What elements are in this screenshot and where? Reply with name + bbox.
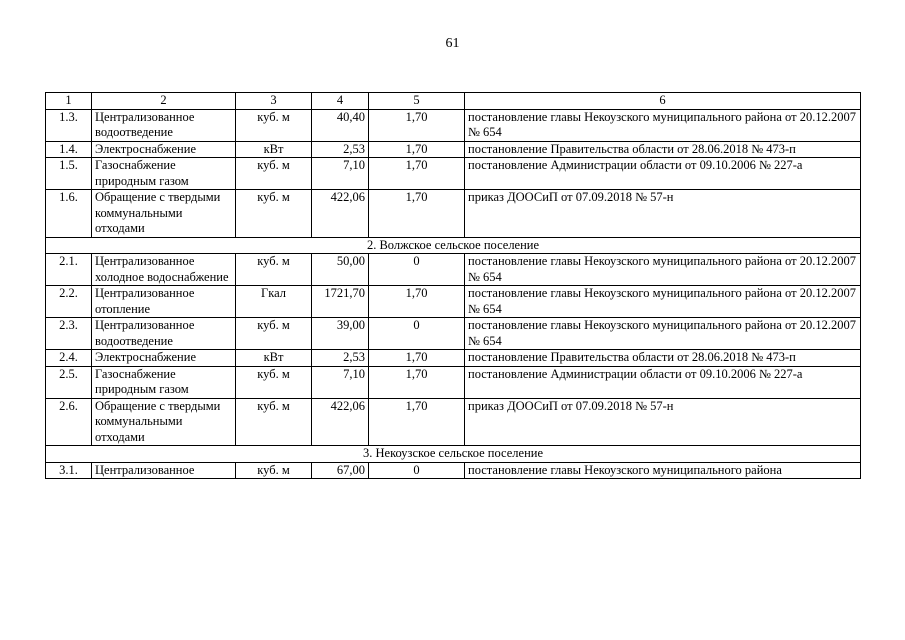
cell-unit: кВт bbox=[236, 141, 312, 158]
cell-service: Централизованное отопление bbox=[92, 286, 236, 318]
cell-value: 39,00 bbox=[312, 318, 369, 350]
cell-document: постановление главы Некоузского муниципального района от 20.12.2007 № 654 bbox=[465, 254, 861, 286]
cell-unit: куб. м bbox=[236, 366, 312, 398]
cell-value: 40,40 bbox=[312, 109, 369, 141]
cell-num: 1.6. bbox=[46, 190, 92, 238]
cell-document: постановление Администрации области от 09.10.2006 № 227-а bbox=[465, 366, 861, 398]
table-row bbox=[46, 254, 861, 286]
page-number: 61 bbox=[445, 36, 460, 51]
cell-coef: 1,70 bbox=[369, 398, 465, 446]
header-cell-num: 1 bbox=[46, 93, 92, 110]
cell-num: 2.3. bbox=[46, 318, 92, 350]
section-title: 2. Волжское сельское поселение bbox=[46, 237, 861, 254]
table-row bbox=[46, 462, 861, 479]
table-row bbox=[46, 366, 861, 398]
cell-coef: 1,70 bbox=[369, 366, 465, 398]
cell-unit: куб. м bbox=[236, 109, 312, 141]
cell-value: 422,06 bbox=[312, 398, 369, 446]
cell-service: Централизованное bbox=[92, 462, 236, 479]
cell-value: 7,10 bbox=[312, 366, 369, 398]
cell-document: приказ ДООСиП от 07.09.2018 № 57-н bbox=[465, 190, 861, 238]
cell-num: 2.6. bbox=[46, 398, 92, 446]
cell-service: Централизованное холодное водоснабжение bbox=[92, 254, 236, 286]
table-row bbox=[46, 318, 861, 350]
cell-unit: куб. м bbox=[236, 318, 312, 350]
cell-service: Электроснабжение bbox=[92, 141, 236, 158]
cell-num: 1.5. bbox=[46, 158, 92, 190]
table-row bbox=[46, 398, 861, 446]
cell-unit: Гкал bbox=[236, 286, 312, 318]
cell-service: Газоснабжение природным газом bbox=[92, 158, 236, 190]
cell-coef: 1,70 bbox=[369, 141, 465, 158]
cell-num: 2.5. bbox=[46, 366, 92, 398]
cell-value: 1721,70 bbox=[312, 286, 369, 318]
header-cell-value: 4 bbox=[312, 93, 369, 110]
cell-document: постановление главы Некоузского муниципального района от 20.12.2007 № 654 bbox=[465, 286, 861, 318]
table-row bbox=[46, 350, 861, 367]
cell-unit: куб. м bbox=[236, 190, 312, 238]
cell-value: 7,10 bbox=[312, 158, 369, 190]
cell-coef: 1,70 bbox=[369, 350, 465, 367]
cell-coef: 1,70 bbox=[369, 109, 465, 141]
cell-document: постановление главы Некоузского муниципального района bbox=[465, 462, 861, 479]
cell-unit: куб. м bbox=[236, 462, 312, 479]
section-title: 3. Некоузское сельское поселение bbox=[46, 446, 861, 463]
cell-document: постановление Правительства области от 28.06.2018 № 473-п bbox=[465, 350, 861, 367]
header-cell-doc: 6 bbox=[465, 93, 861, 110]
cell-service: Газоснабжение природным газом bbox=[92, 366, 236, 398]
cell-unit: куб. м bbox=[236, 398, 312, 446]
cell-service: Централизованное водоотведение bbox=[92, 109, 236, 141]
cell-service: Централизованное водоотведение bbox=[92, 318, 236, 350]
cell-service: Обращение с твердыми коммунальными отходами bbox=[92, 190, 236, 238]
table-row bbox=[46, 158, 861, 190]
cell-document: постановление Правительства области от 28.06.2018 № 473-п bbox=[465, 141, 861, 158]
cell-num: 1.3. bbox=[46, 109, 92, 141]
section-row bbox=[46, 446, 861, 463]
table-row bbox=[46, 141, 861, 158]
cell-coef: 1,70 bbox=[369, 158, 465, 190]
cell-value: 67,00 bbox=[312, 462, 369, 479]
cell-service: Обращение с твердыми коммунальными отходами bbox=[92, 398, 236, 446]
cell-document: постановление Администрации области от 09.10.2006 № 227-а bbox=[465, 158, 861, 190]
cell-num: 2.1. bbox=[46, 254, 92, 286]
cell-value: 422,06 bbox=[312, 190, 369, 238]
table-row bbox=[46, 109, 861, 141]
cell-value: 50,00 bbox=[312, 254, 369, 286]
cell-document: приказ ДООСиП от 07.09.2018 № 57-н bbox=[465, 398, 861, 446]
cell-coef: 0 bbox=[369, 462, 465, 479]
cell-unit: куб. м bbox=[236, 158, 312, 190]
table-row bbox=[46, 286, 861, 318]
table-row bbox=[46, 190, 861, 238]
table-header-row bbox=[46, 93, 861, 110]
cell-service: Электроснабжение bbox=[92, 350, 236, 367]
cell-coef: 1,70 bbox=[369, 190, 465, 238]
cell-num: 2.2. bbox=[46, 286, 92, 318]
cell-unit: кВт bbox=[236, 350, 312, 367]
cell-document: постановление главы Некоузского муниципального района от 20.12.2007 № 654 bbox=[465, 109, 861, 141]
cell-num: 2.4. bbox=[46, 350, 92, 367]
header-cell-coef: 5 bbox=[369, 93, 465, 110]
header-cell-unit: 3 bbox=[236, 93, 312, 110]
cell-num: 3.1. bbox=[46, 462, 92, 479]
cell-coef: 1,70 bbox=[369, 286, 465, 318]
header-cell-name: 2 bbox=[92, 93, 236, 110]
tariff-table bbox=[45, 92, 861, 479]
cell-num: 1.4. bbox=[46, 141, 92, 158]
cell-value: 2,53 bbox=[312, 141, 369, 158]
cell-coef: 0 bbox=[369, 318, 465, 350]
section-row bbox=[46, 237, 861, 254]
cell-document: постановление главы Некоузского муниципального района от 20.12.2007 № 654 bbox=[465, 318, 861, 350]
cell-coef: 0 bbox=[369, 254, 465, 286]
cell-unit: куб. м bbox=[236, 254, 312, 286]
cell-value: 2,53 bbox=[312, 350, 369, 367]
